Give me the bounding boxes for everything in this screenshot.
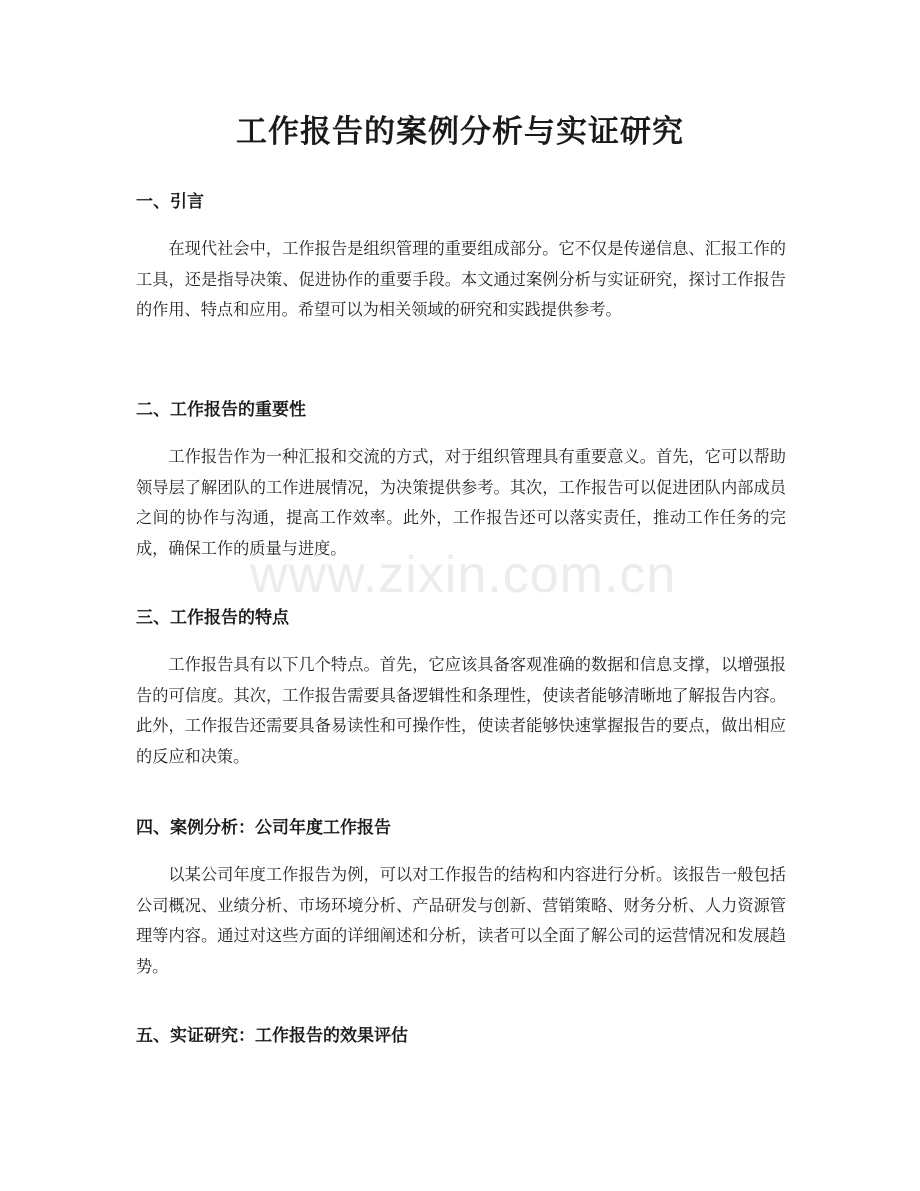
section-heading: 四、案例分析：公司年度工作报告 [136,818,391,838]
section-case-analysis [136,816,786,982]
document-title: 工作报告的案例分析与实证研究 [236,114,684,150]
section-heading: 二、工作报告的重要性 [136,400,306,420]
section-characteristics [136,606,786,772]
section-heading: 一、引言 [136,192,204,212]
section-empirical-study [136,1024,786,1048]
section-paragraph: 在现代社会中，工作报告是组织管理的重要组成部分。它不仅是传递信息、汇报工作的工具，还是指导决策、促进协作的重要手段。本文通过案例分析与实证研究，探讨工作报告的作用、特点和应用。希望可以为相关领域的研究和实践提供参考。 [136,239,786,319]
watermark: www.zixin.com.cn [250,546,677,604]
section-heading: 五、实证研究：工作报告的效果评估 [136,1026,408,1046]
section-introduction [136,190,786,326]
section-importance [136,398,786,564]
section-paragraph: 以某公司年度工作报告为例，可以对工作报告的结构和内容进行分析。该报告一般包括公司概况、业绩分析、市场环境分析、产品研发与创新、营销策略、财务分析、人力资源管理等内容。通过对这些方面的详细阐述和分析，读者可以全面了解公司的运营情况和发展趋势。 [136,865,786,976]
section-paragraph: 工作报告具有以下几个特点。首先，它应该具备客观准确的数据和信息支撑，以增强报告的可信度。其次，工作报告需要具备逻辑性和条理性，使读者能够清晰地了解报告内容。此外，工作报告还需要具备易读性和可操作性，使读者能够快速掌握报告的要点，做出相应的反应和决策。 [136,655,786,766]
section-paragraph: 工作报告作为一种汇报和交流的方式，对于组织管理具有重要意义。首先，它可以帮助领导层了解团队的工作进展情况，为决策提供参考。其次，工作报告可以促进团队内部成员之间的协作与沟通，提高工作效率。此外，工作报告还可以落实责任，推动工作任务的完成，确保工作的质量与进度。 [136,447,786,558]
section-heading: 三、工作报告的特点 [136,608,289,628]
